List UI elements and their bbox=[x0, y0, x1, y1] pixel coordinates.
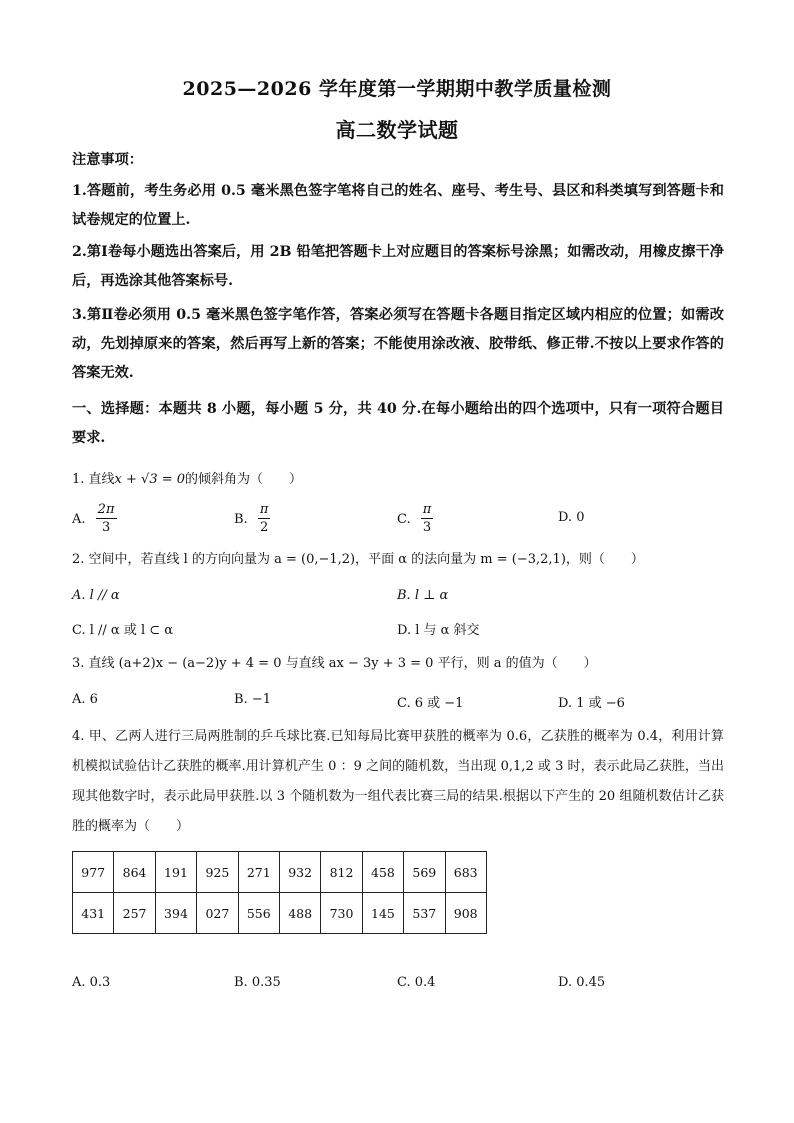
q3-option-b: B. −1 bbox=[234, 692, 271, 707]
question-3-stem: 3. 直线 (a+2)x − (a−2)y + 4 = 0 与直线 ax − 3y + 3 = 0 平行，则 a 的值为（ ） bbox=[72, 656, 597, 671]
q1-option-d: D. 0 bbox=[558, 510, 585, 525]
table-cell: 683 bbox=[445, 852, 486, 893]
q4-option-a: A. 0.3 bbox=[72, 975, 111, 990]
question-1-options bbox=[72, 502, 732, 542]
table-row bbox=[73, 852, 487, 893]
table-row bbox=[73, 893, 487, 934]
table-cell: 908 bbox=[445, 893, 486, 934]
q1-equation: x + √3 = 0 bbox=[114, 472, 186, 487]
table-cell: 932 bbox=[279, 852, 320, 893]
q4-option-d: D. 0.45 bbox=[558, 975, 606, 990]
q3-option-a: A. 6 bbox=[72, 692, 98, 707]
note-item-1: 1.答题前，考生务必用 0.5 毫米黑色签字笔将自己的姓名、座号、考生号、县区和科类填写到答题卡和试卷规定的位置上. bbox=[72, 183, 724, 228]
question-4-options bbox=[72, 975, 732, 995]
random-number-table bbox=[72, 851, 487, 934]
table-cell: 977 bbox=[73, 852, 114, 893]
table-cell: 394 bbox=[155, 893, 196, 934]
table-cell: 145 bbox=[362, 893, 403, 934]
q4-option-b: B. 0.35 bbox=[234, 975, 281, 990]
q1-option-c: C. $\frac{\pi}{3}$ bbox=[397, 502, 432, 535]
table-cell: 812 bbox=[321, 852, 362, 893]
table-cell: 431 bbox=[73, 893, 114, 934]
table-cell: 925 bbox=[197, 852, 238, 893]
q1-option-b: B. $\frac{\pi}{2}$ bbox=[234, 502, 269, 535]
q4-option-c: C. 0.4 bbox=[397, 975, 436, 990]
notes-heading: 注意事项： bbox=[72, 152, 143, 168]
question-1-stem bbox=[72, 470, 724, 490]
exam-title: 2025—2026 学年度第一学期期中教学质量检测 bbox=[182, 78, 612, 100]
table-cell: 864 bbox=[114, 852, 155, 893]
q3-option-c: C. 6 或 −1 bbox=[397, 696, 464, 711]
table-cell: 488 bbox=[279, 893, 320, 934]
table-cell: 458 bbox=[362, 852, 403, 893]
table-cell: 271 bbox=[238, 852, 279, 893]
q2-option-d: D. l 与 α 斜交 bbox=[397, 623, 480, 638]
table-cell: 257 bbox=[114, 893, 155, 934]
table-cell: 027 bbox=[197, 893, 238, 934]
q3-option-d: D. 1 或 −6 bbox=[558, 696, 625, 711]
section-heading: 一、选择题：本题共 8 小题，每小题 5 分，共 40 分.在每小题给出的四个选项中，只有一项符合题目要求. bbox=[72, 401, 724, 446]
note-item-3: 3.第Ⅱ卷必须用 0.5 毫米黑色签字笔作答，答案必须写在答题卡各题目指定区域内相应的位置；如需改动，先划掉原来的答案，然后再写上新的答案；不能使用涂改液、胶带纸、修正带.不按以上要求作答的答案无效. bbox=[72, 307, 724, 381]
table-cell: 191 bbox=[155, 852, 196, 893]
question-3-options bbox=[72, 692, 732, 712]
note-item-2: 2.第Ⅰ卷每小题选出答案后，用 2B 铅笔把答题卡上对应题目的答案标号涂黑；如需改动，用橡皮擦干净后，再选涂其他答案标号. bbox=[72, 244, 724, 289]
question-2-options-row1 bbox=[72, 588, 732, 608]
q1-option-a: A. $\frac{2\pi}{3}$ bbox=[72, 502, 115, 535]
table-cell: 730 bbox=[321, 893, 362, 934]
q2-option-c: C. l // α 或 l ⊂ α bbox=[72, 623, 174, 638]
question-2-options-row2 bbox=[72, 619, 732, 639]
q1-suffix: 的倾斜角为（ ） bbox=[185, 472, 303, 487]
q2-option-a: A. l // α bbox=[72, 588, 120, 603]
question-2-stem: 2. 空间中，若直线 l 的方向向量为 a = (0,−1,2)，平面 α 的法向量为 m = (−3,2,1)，则（ ） bbox=[72, 552, 644, 567]
q1-prefix: 1. 直线 bbox=[72, 472, 115, 487]
exam-subtitle: 高二数学试题 bbox=[335, 118, 459, 142]
table-cell: 569 bbox=[404, 852, 445, 893]
q2-option-b: B. l ⊥ α bbox=[397, 588, 449, 603]
table-cell: 556 bbox=[238, 893, 279, 934]
table-cell: 537 bbox=[404, 893, 445, 934]
question-4-stem: 4. 甲、乙两人进行三局两胜制的乒乓球比赛.已知每局比赛甲获胜的概率为 0.6，乙获胜的概率为 0.4，利用计算机模拟试验估计乙获胜的概率.用计算机产生 0 ：9 之间的随机数，当出现 0,1,2 或 3 时，表示此局乙获胜，当出现其他数字时，表示此局甲获胜.以 3 个随机数为一组代表比赛三局的结果.根据以下产生的 20 组随机数估计乙获胜的概率为（ ） bbox=[72, 729, 724, 834]
